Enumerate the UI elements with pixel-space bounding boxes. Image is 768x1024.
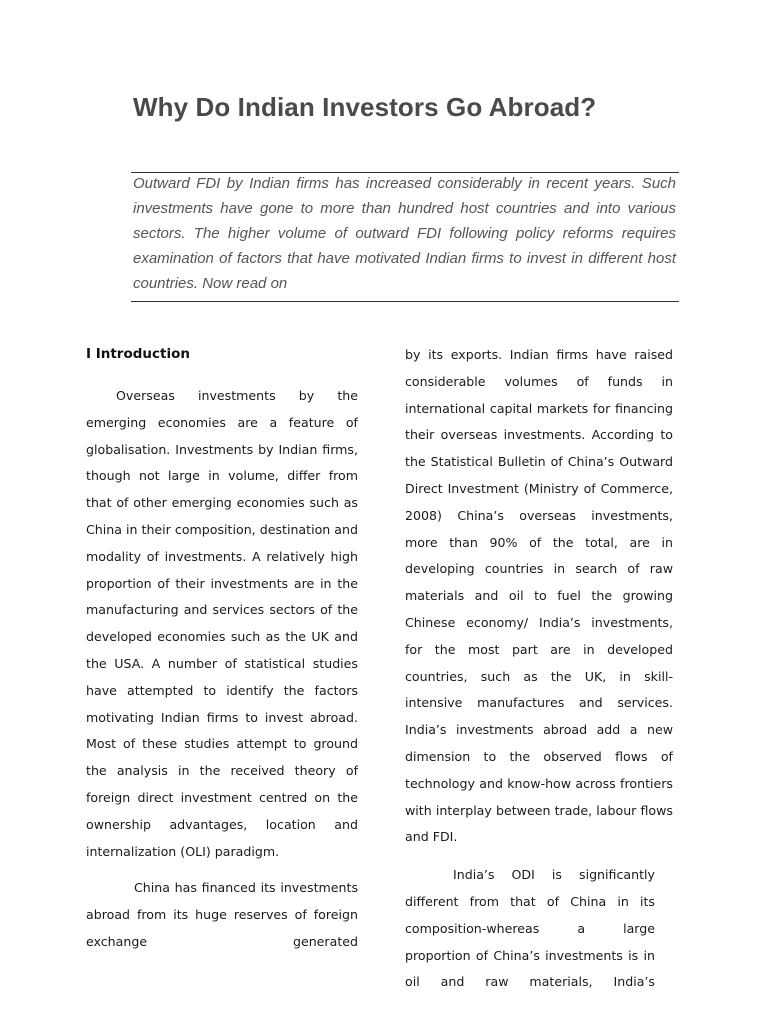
abstract-text: Outward FDI by Indian firms has increased considerably in recent years. Such investments have gone to more than hundred host countries and into various sectors. The higher volume of outward FDI following policy reforms requires examination of factors that have motivated Indian firms to invest in different host countries. Now read on <box>133 175 676 292</box>
section-heading: I Introduction <box>86 346 190 362</box>
document-title: Why Do Indian Investors Go Abroad? <box>133 92 597 122</box>
abstract-bottom-rule <box>131 301 679 302</box>
right-paragraph-2: India’s ODI is significantly different from that of China in its composition-whereas a large proportion of China’s investments is in oil and raw materials, India’s <box>405 867 655 990</box>
right-column <box>405 342 673 996</box>
left-paragraph-2: China has financed its investments abroad from its huge reserves of foreign exchange generated <box>86 880 358 949</box>
left-column <box>86 383 358 956</box>
left-paragraph-1: Overseas investments by the emerging economies are a feature of globalisation. Investments by Indian firms, though not large in volume, differ from that of other emerging economies such as China in their composition, destination and modality of investments. A relatively high proportion of their investments are in the manufacturing and services sectors of the developed economies such as the UK and the USA. A number of statistical studies have attempted to identify the factors motivating Indian firms to invest abroad. Most of these studies attempt to ground the analysis in the received theory of foreign direct investment centred on the ownership advantages, location and internalization (OLI) paradigm. <box>86 388 358 859</box>
right-paragraph-1: by its exports. Indian firms have raised considerable volumes of funds in international capital markets for financing their overseas investments. According to the Statistical Bulletin of China’s Outward Direct Investment (Ministry of Commerce, 2008) China’s overseas investments, more than 90% of the total, are in developing countries in search of raw materials and oil to fuel the growing Chinese economy/ India’s investments, for the most part are in developed countries, such as the UK, in skill-intensive manufactures and services. India’s investments abroad add a new dimension to the observed flows of technology and know-how across frontiers with interplay between trade, labour flows and FDI. <box>405 347 673 845</box>
